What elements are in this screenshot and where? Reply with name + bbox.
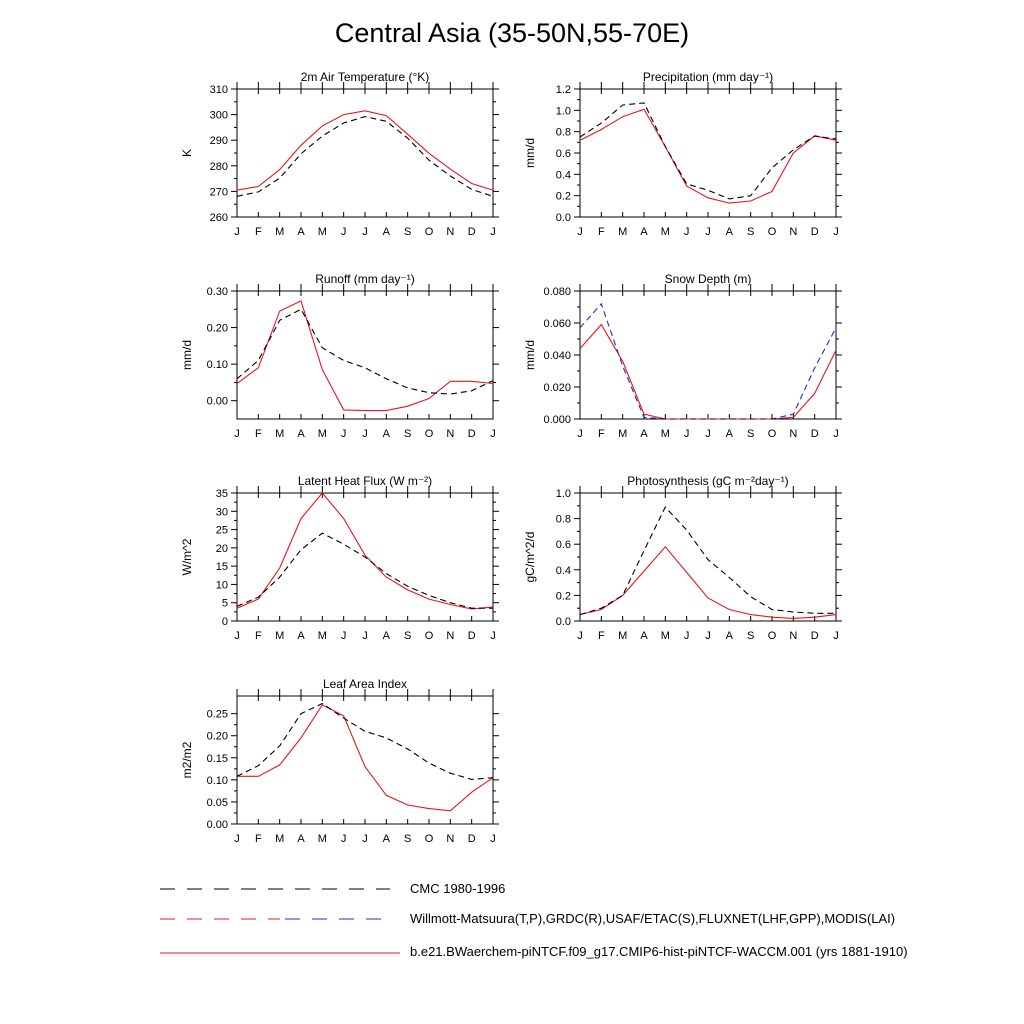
x-tick-label: J bbox=[340, 428, 347, 440]
x-tick-label: M bbox=[317, 226, 327, 238]
y-tick-label: 0.4 bbox=[555, 564, 571, 577]
x-tick-label: J bbox=[705, 428, 711, 440]
x-tick-label: J bbox=[577, 630, 583, 642]
x-tick-label: A bbox=[297, 630, 305, 642]
x-tick-label: S bbox=[403, 630, 412, 642]
y-axis-label: mm/d bbox=[523, 340, 537, 370]
panel-latent-heat bbox=[180, 474, 499, 642]
plot-frame bbox=[580, 493, 836, 621]
x-tick-label: J bbox=[683, 630, 690, 642]
x-tick-label: F bbox=[597, 428, 605, 440]
panel-photosynthesis bbox=[523, 474, 842, 642]
x-tick-label: J bbox=[340, 630, 347, 642]
y-tick-label: 0.040 bbox=[543, 350, 571, 362]
legend-row-cmc bbox=[160, 881, 506, 899]
y-tick-label: 0.00 bbox=[206, 395, 228, 408]
x-tick-label: D bbox=[467, 630, 476, 642]
x-tick-label: J bbox=[362, 226, 368, 238]
x-tick-label: F bbox=[254, 630, 262, 642]
y-tick-label: 0.20 bbox=[206, 730, 228, 743]
x-tick-label: A bbox=[382, 630, 391, 642]
x-tick-label: N bbox=[789, 428, 798, 440]
x-tick-label: J bbox=[490, 428, 496, 440]
x-tick-label: S bbox=[403, 226, 412, 238]
figure-title: Central Asia (35-50N,55-70E) bbox=[334, 18, 690, 48]
y-tick-label: 25 bbox=[215, 524, 228, 537]
y-tick-label: 0.8 bbox=[555, 126, 571, 139]
x-tick-label: F bbox=[597, 630, 605, 642]
y-tick-label: 1.0 bbox=[555, 105, 571, 118]
plot-frame bbox=[237, 696, 493, 824]
legend-label-model: b.e21.BWaerchem-piNTCF.f09_g17.CMIP6-hist-piNTCF-WACCM.001 (yrs 1881-1910) bbox=[410, 944, 908, 959]
x-tick-label: J bbox=[577, 226, 583, 238]
x-tick-label: J bbox=[234, 833, 240, 845]
x-tick-label: J bbox=[683, 226, 690, 238]
series-line-model bbox=[580, 109, 836, 203]
y-tick-label: 0.15 bbox=[206, 752, 228, 765]
y-tick-label: 15 bbox=[215, 561, 228, 574]
x-tick-label: D bbox=[467, 226, 476, 238]
x-tick-label: O bbox=[767, 428, 777, 440]
x-tick-label: S bbox=[746, 428, 755, 440]
x-tick-label: O bbox=[424, 428, 434, 440]
panel-precipitation bbox=[523, 70, 842, 238]
y-tick-label: 0.060 bbox=[543, 318, 571, 330]
x-tick-label: N bbox=[789, 630, 798, 642]
y-tick-label: 10 bbox=[215, 579, 228, 592]
x-tick-label: M bbox=[317, 428, 327, 440]
x-tick-label: F bbox=[254, 833, 262, 845]
x-tick-label: M bbox=[275, 833, 285, 845]
series-line-model bbox=[237, 301, 493, 411]
x-tick-label: A bbox=[297, 428, 305, 440]
y-tick-label: 300 bbox=[209, 109, 228, 122]
series-line-obs bbox=[237, 704, 493, 780]
series-line-obs_snow bbox=[580, 304, 836, 419]
y-tick-label: 0.0 bbox=[555, 616, 571, 628]
x-tick-label: A bbox=[640, 428, 648, 440]
y-tick-label: 0 bbox=[221, 616, 228, 628]
series-line-model bbox=[580, 547, 836, 619]
x-tick-label: M bbox=[275, 226, 285, 238]
x-tick-label: J bbox=[683, 428, 690, 440]
x-tick-label: A bbox=[297, 226, 305, 238]
x-tick-label: O bbox=[424, 833, 434, 845]
y-tick-label: 1.2 bbox=[555, 84, 571, 96]
x-tick-label: J bbox=[234, 226, 240, 238]
y-tick-label: 0.10 bbox=[206, 774, 228, 787]
x-tick-label: S bbox=[403, 428, 412, 440]
y-tick-label: 0.000 bbox=[543, 414, 571, 426]
x-tick-label: S bbox=[403, 833, 412, 845]
y-tick-label: 0.25 bbox=[206, 708, 228, 721]
x-tick-label: A bbox=[725, 630, 734, 642]
y-tick-label: 290 bbox=[209, 135, 228, 148]
x-tick-label: S bbox=[746, 226, 755, 238]
x-tick-label: M bbox=[618, 226, 628, 238]
x-tick-label: N bbox=[446, 630, 455, 642]
panel-temperature bbox=[180, 70, 499, 238]
y-tick-label: 0.080 bbox=[543, 286, 571, 298]
panel-snow-depth bbox=[523, 272, 842, 440]
x-tick-label: J bbox=[490, 630, 496, 642]
plot-frame bbox=[237, 89, 493, 217]
x-tick-label: J bbox=[234, 428, 240, 440]
x-tick-label: N bbox=[446, 226, 455, 238]
y-tick-label: 0.8 bbox=[555, 513, 571, 526]
panel-title: Runoff (mm day⁻¹) bbox=[315, 272, 415, 286]
x-tick-label: D bbox=[810, 428, 819, 440]
x-tick-label: O bbox=[767, 226, 777, 238]
x-tick-label: J bbox=[490, 833, 496, 845]
legend-label-cmc: CMC 1980-1996 bbox=[410, 881, 506, 896]
x-tick-label: F bbox=[597, 226, 605, 238]
panel-title: Precipitation (mm day⁻¹) bbox=[642, 70, 774, 84]
x-tick-label: M bbox=[618, 630, 628, 642]
y-axis-label: K bbox=[180, 148, 194, 158]
panel-title: Leaf Area Index bbox=[322, 677, 408, 691]
x-tick-label: J bbox=[577, 428, 583, 440]
y-tick-label: 0.4 bbox=[555, 169, 571, 182]
x-tick-label: O bbox=[767, 630, 777, 642]
legend-row-model bbox=[160, 944, 908, 962]
x-tick-label: A bbox=[297, 833, 305, 845]
y-tick-label: 270 bbox=[209, 186, 228, 199]
x-tick-label: J bbox=[833, 226, 839, 238]
series-line-obs bbox=[237, 117, 493, 197]
x-tick-label: J bbox=[362, 428, 368, 440]
y-tick-label: 5 bbox=[221, 597, 228, 610]
y-tick-label: 0.00 bbox=[206, 819, 228, 831]
x-tick-label: D bbox=[467, 833, 476, 845]
panel-title: Snow Depth (m) bbox=[664, 272, 752, 286]
x-tick-label: M bbox=[660, 428, 670, 440]
y-axis-label: m2/m2 bbox=[180, 741, 194, 779]
x-tick-label: O bbox=[424, 226, 434, 238]
x-tick-label: A bbox=[725, 226, 734, 238]
y-tick-label: 1.0 bbox=[555, 488, 571, 500]
x-tick-label: J bbox=[362, 833, 368, 845]
panel-title: 2m Air Temperature (°K) bbox=[300, 70, 430, 84]
x-tick-label: J bbox=[340, 226, 347, 238]
x-tick-label: A bbox=[382, 833, 391, 845]
x-tick-label: M bbox=[317, 833, 327, 845]
y-tick-label: 260 bbox=[209, 212, 228, 224]
x-tick-label: N bbox=[446, 428, 455, 440]
x-tick-label: M bbox=[275, 428, 285, 440]
x-tick-label: D bbox=[810, 226, 819, 238]
y-tick-label: 280 bbox=[209, 160, 228, 173]
panel-title: Latent Heat Flux (W m⁻²) bbox=[297, 474, 433, 488]
y-tick-label: 20 bbox=[215, 542, 228, 555]
x-tick-label: A bbox=[382, 428, 391, 440]
x-tick-label: A bbox=[382, 226, 391, 238]
plot-frame bbox=[237, 291, 493, 419]
y-axis-label: W/m^2 bbox=[180, 538, 194, 576]
x-tick-label: A bbox=[640, 226, 648, 238]
y-tick-label: 0.2 bbox=[555, 190, 571, 203]
y-tick-label: 0.10 bbox=[206, 359, 228, 372]
legend-swatch-model bbox=[160, 944, 400, 962]
y-tick-label: 0.20 bbox=[206, 322, 228, 335]
y-tick-label: 0.6 bbox=[555, 539, 571, 552]
y-tick-label: 35 bbox=[215, 488, 228, 500]
series-line-obs bbox=[237, 533, 493, 608]
x-tick-label: F bbox=[254, 226, 262, 238]
panel-runoff bbox=[180, 272, 499, 440]
panel-leaf-area bbox=[180, 677, 499, 845]
series-line-obs bbox=[580, 103, 836, 199]
x-tick-label: M bbox=[660, 630, 670, 642]
x-tick-label: J bbox=[490, 226, 496, 238]
x-tick-label: F bbox=[254, 428, 262, 440]
series-line-model bbox=[237, 705, 493, 811]
x-tick-label: O bbox=[424, 630, 434, 642]
legend-swatch-cmc bbox=[160, 881, 400, 899]
y-axis-label: gC/m^2/d bbox=[523, 531, 537, 583]
legend-label-observations: Willmott-Matsuura(T,P),GRDC(R),USAF/ETAC(S),FLUXNET(LHF,GPP),MODIS(LAI) bbox=[410, 911, 896, 926]
x-tick-label: D bbox=[810, 630, 819, 642]
x-tick-label: J bbox=[340, 833, 347, 845]
y-tick-label: 0.6 bbox=[555, 148, 571, 160]
y-tick-label: 0.05 bbox=[206, 796, 228, 809]
y-tick-label: 30 bbox=[215, 506, 228, 519]
series-line-model bbox=[237, 493, 493, 609]
x-tick-label: J bbox=[234, 630, 240, 642]
x-tick-label: N bbox=[446, 833, 455, 845]
y-tick-label: 310 bbox=[209, 84, 228, 96]
x-tick-label: M bbox=[660, 226, 670, 238]
legend-row-observations bbox=[160, 911, 896, 929]
y-axis-label: mm/d bbox=[180, 340, 194, 370]
x-tick-label: S bbox=[746, 630, 755, 642]
x-tick-label: N bbox=[789, 226, 798, 238]
x-tick-label: J bbox=[362, 630, 368, 642]
x-tick-label: D bbox=[467, 428, 476, 440]
panel-title: Photosynthesis (gC m⁻²day⁻¹) bbox=[627, 474, 789, 488]
y-tick-label: 0.0 bbox=[555, 212, 571, 224]
x-tick-label: M bbox=[618, 428, 628, 440]
y-tick-label: 0.020 bbox=[543, 382, 571, 394]
x-tick-label: J bbox=[833, 428, 839, 440]
legend-swatch-observations bbox=[160, 911, 400, 929]
x-tick-label: M bbox=[275, 630, 285, 642]
x-tick-label: M bbox=[317, 630, 327, 642]
y-tick-label: 0.30 bbox=[206, 286, 228, 298]
x-tick-label: A bbox=[725, 428, 734, 440]
x-tick-label: J bbox=[705, 630, 711, 642]
y-tick-label: 0.2 bbox=[555, 590, 571, 603]
y-axis-label: mm/d bbox=[523, 138, 537, 168]
x-tick-label: J bbox=[833, 630, 839, 642]
x-tick-label: A bbox=[640, 630, 648, 642]
x-tick-label: J bbox=[705, 226, 711, 238]
